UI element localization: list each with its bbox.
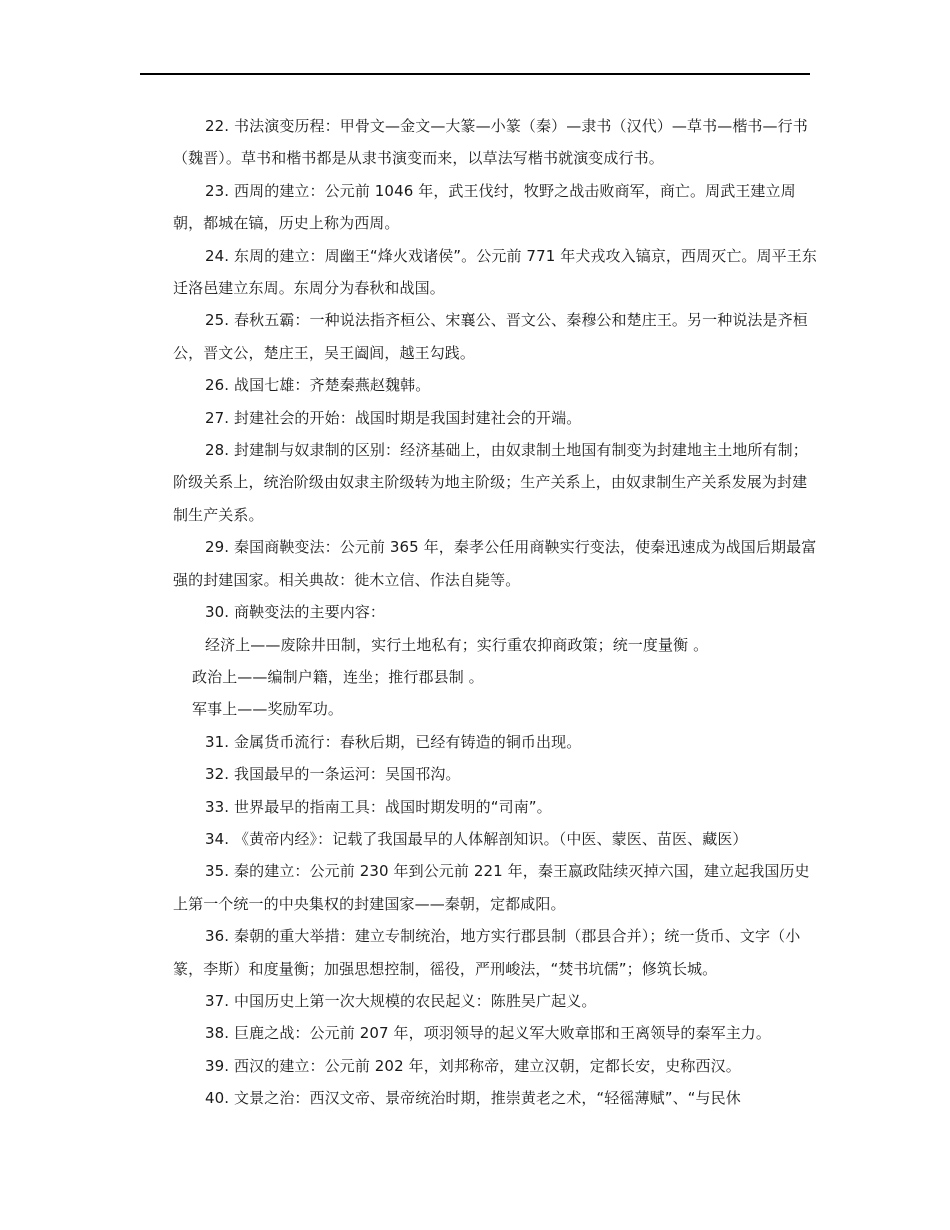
paragraph-26: 26. 战国七雄：齐楚秦燕赵魏韩。 <box>205 376 431 395</box>
paragraph-32: 32. 我国最早的一条运河：吴国邗沟。 <box>205 765 461 784</box>
paragraph-27: 27. 封建社会的开始：战国时期是我国封建社会的开端。 <box>205 408 582 427</box>
subitem-politics: 政治上——编制户籍，连坐；推行郡县制 。 <box>192 667 484 686</box>
paragraph-40: 40. 文景之治：西汉文帝、景帝统治时期，推崇黄老之术，“轻徭薄赋”、“与民休 <box>205 1089 741 1108</box>
paragraph-25: 25. 春秋五霸：一种说法指齐桓公、宋襄公、晋文公、秦穆公和楚庄王。另一种说法是齐桓公，晋文公，楚庄王，吴王阖闾，越王勾践。 <box>173 311 808 362</box>
paragraph-29: 29. 秦国商鞅变法：公元前 365 年，秦孝公任用商鞅实行变法，使秦迅速成为战国后期最富强的封建国家。相关典故：徙木立信、作法自毙等。 <box>173 538 817 589</box>
paragraph-30: 30. 商鞅变法的主要内容： <box>205 603 386 622</box>
header-rule <box>140 73 810 75</box>
paragraph-37: 37. 中国历史上第一次大规模的农民起义：陈胜吴广起义。 <box>205 991 597 1010</box>
paragraph-24: 24. 东周的建立：周幽王“烽火戏诸侯”。公元前 771 年犬戎攻入镐京，西周灭亡。周平王东迁洛邑建立东周。东周分为春秋和战国。 <box>173 246 817 298</box>
paragraph-35: 35. 秦的建立：公元前 230 年到公元前 221 年，秦王嬴政陆续灭掉六国，建立起我国历史上第一个统一的中央集权的封建国家——秦朝，定都咸阳。 <box>173 862 810 913</box>
paragraph-23: 23. 西周的建立：公元前 1046 年，武王伐纣，牧野之战击败商军，商亡。周武王建立周朝，都城在镐，历史上称为西周。 <box>173 181 796 233</box>
subitem-military: 军事上——奖励军功。 <box>192 700 344 719</box>
paragraph-39: 39. 西汉的建立：公元前 202 年，刘邦称帝，建立汉朝，定都长安，史称西汉。 <box>205 1056 741 1075</box>
paragraph-28: 28. 封建制与奴隶制的区别：经济基础上，由奴隶制土地国有制变为封建地主土地所有制；阶级关系上，统治阶级由奴隶主阶级转为地主阶级；生产关系上，由奴隶制生产关系发展为封建制生产关系。 <box>173 441 808 524</box>
subitem-economy: 经济上——废除井田制，实行土地私有；实行重农抑商政策；统一度量衡 。 <box>205 635 709 654</box>
paragraph-31: 31. 金属货币流行：春秋后期，已经有铸造的铜币出现。 <box>205 732 582 751</box>
paragraph-36: 36. 秦朝的重大举措：建立专制统治，地方实行郡县制（郡县合并）；统一货币、文字（小篆，李斯）和度量衡；加强思想控制，徭役，严刑峻法，“焚书坑儒”；修筑长城。 <box>173 927 801 978</box>
paragraph-33: 33. 世界最早的指南工具：战国时期发明的“司南”。 <box>205 797 552 816</box>
paragraph-22: 22. 书法演变历程：甲骨文—金文—大篆—小篆（秦）—隶书（汉代）—草书—楷书—行书（魏晋）。草书和楷书都是从隶书演变而来，以草法写楷书就演变成行书。 <box>173 117 808 168</box>
document-body <box>173 110 818 1115</box>
paragraph-38: 38. 巨鹿之战：公元前 207 年，项羽领导的起义军大败章邯和王离领导的秦军主力。 <box>205 1024 771 1043</box>
paragraph-34: 34. 《黄帝内经》：记载了我国最早的人体解剖知识。（中医、蒙医、苗医、藏医） <box>205 829 748 848</box>
